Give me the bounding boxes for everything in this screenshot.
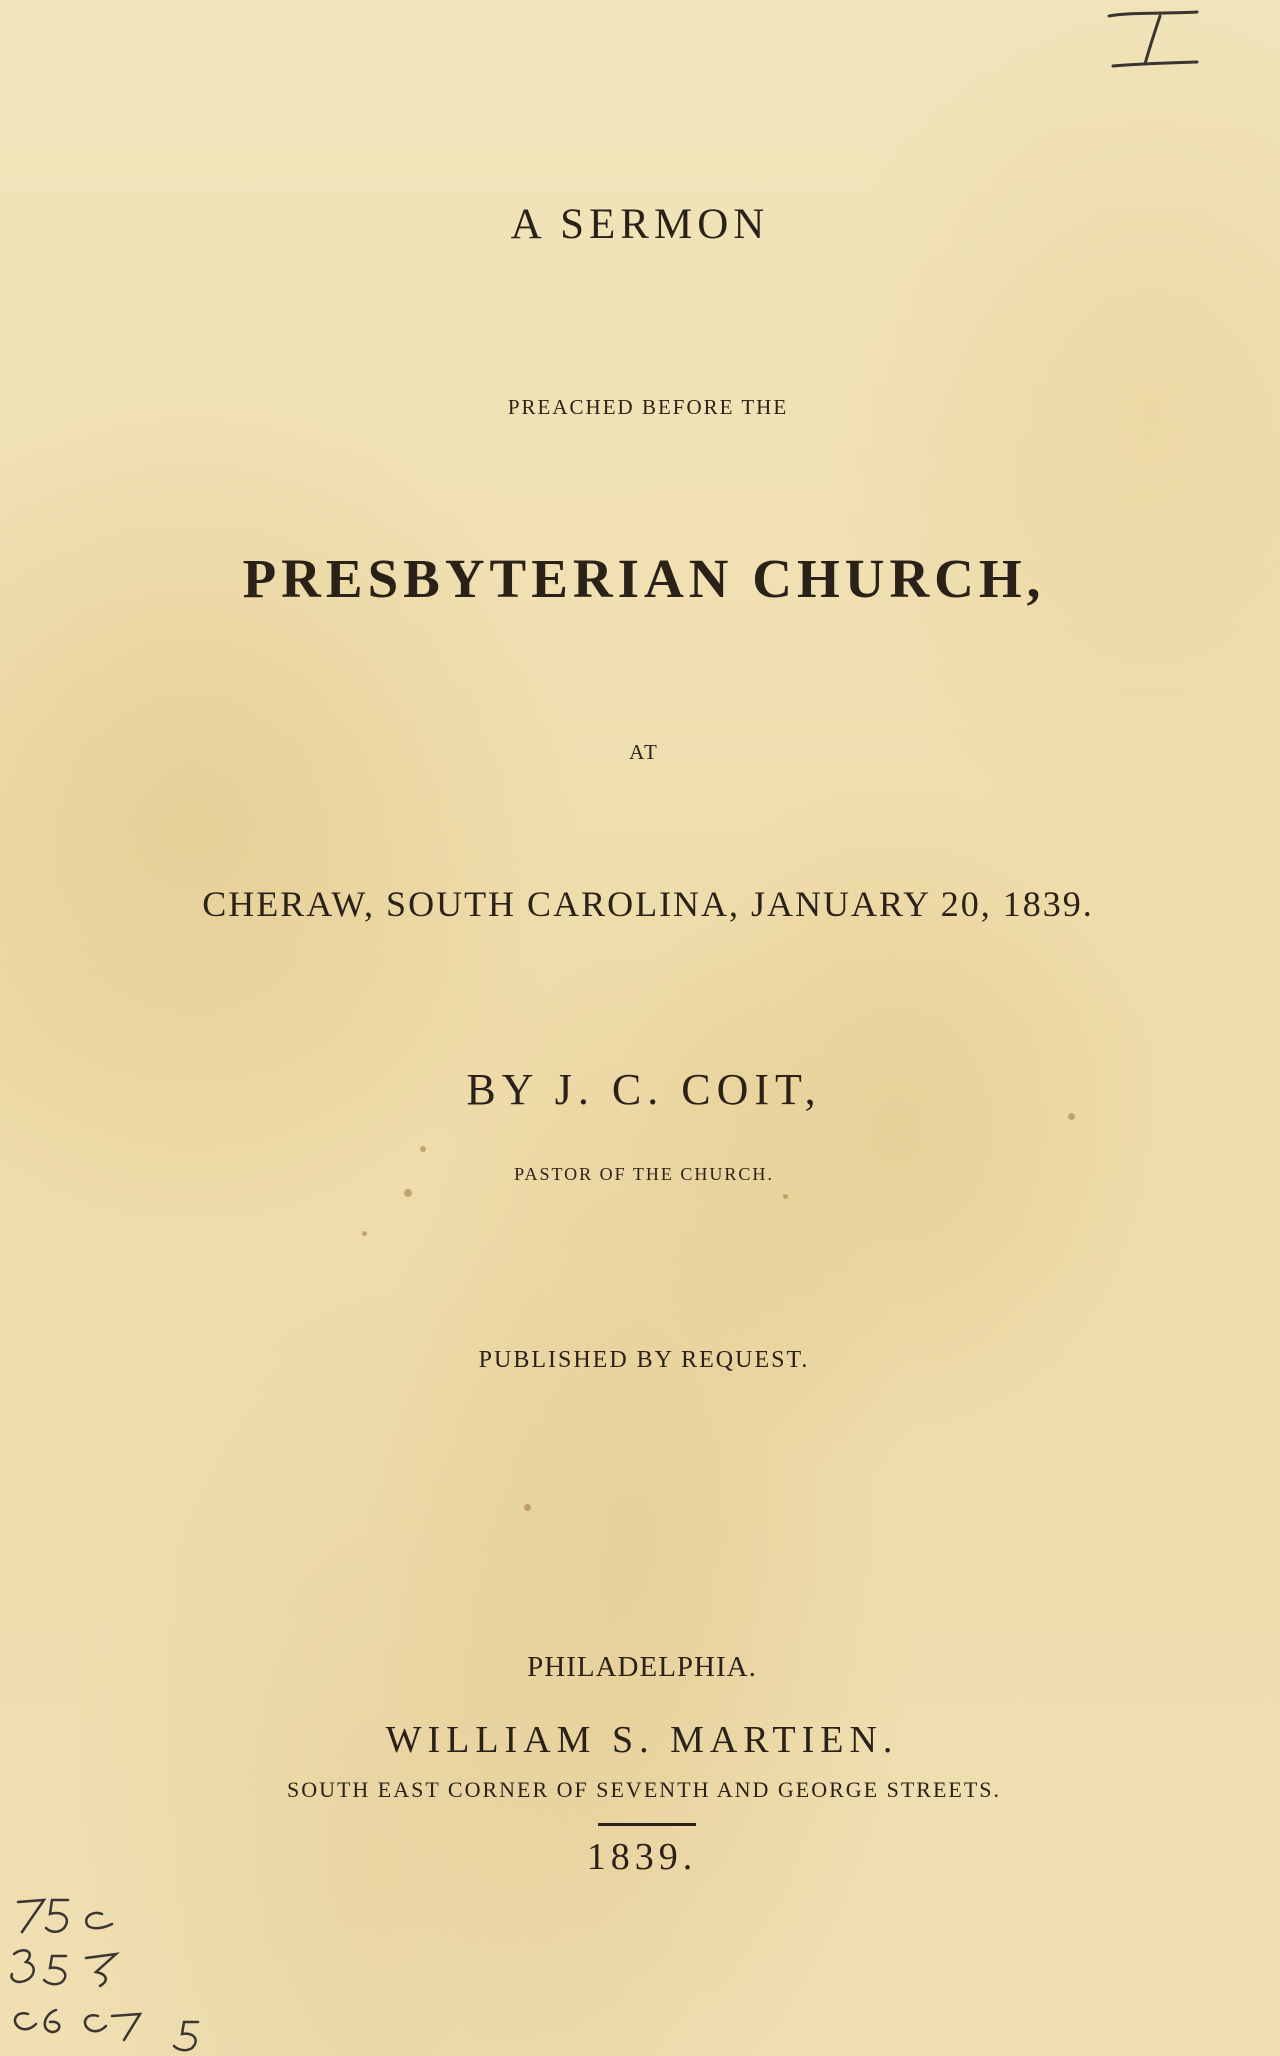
church-name: PRESBYTERIAN CHURCH,: [242, 548, 1046, 609]
foxing-spot: [404, 1189, 412, 1197]
imprint-city: PHILADELPHIA.: [527, 1651, 757, 1683]
imprint-address: SOUTH EAST CORNER OF SEVENTH AND GEORGE STREETS.: [286, 1777, 1002, 1802]
published-note: PUBLISHED BY REQUEST.: [478, 1347, 810, 1373]
place-date-line: CHERAW, SOUTH CAROLINA, JANUARY 20, 1839.: [202, 884, 1094, 924]
handwritten-shelf-mark: [0, 1888, 220, 2056]
preached-before-line: PREACHED BEFORE THE: [507, 395, 789, 419]
author-role-line: PASTOR OF THE CHURCH.: [514, 1164, 774, 1184]
at-line: AT: [629, 740, 659, 764]
imprint-divider-rule: [598, 1823, 696, 1826]
imprint-publisher: WILLIAM S. MARTIEN.: [385, 1719, 899, 1761]
foxing-spot: [1068, 1113, 1075, 1120]
handwritten-roman-numeral-mark: [1105, 6, 1205, 76]
foxing-spot: [420, 1146, 426, 1152]
imprint-year: 1839.: [586, 1836, 698, 1878]
foxing-spot: [783, 1194, 788, 1199]
sermon-title: A SERMON: [510, 201, 770, 248]
foxing-spot: [524, 1504, 531, 1511]
author-line: BY J. C. COIT,: [466, 1065, 822, 1114]
foxing-spot: [362, 1231, 367, 1236]
